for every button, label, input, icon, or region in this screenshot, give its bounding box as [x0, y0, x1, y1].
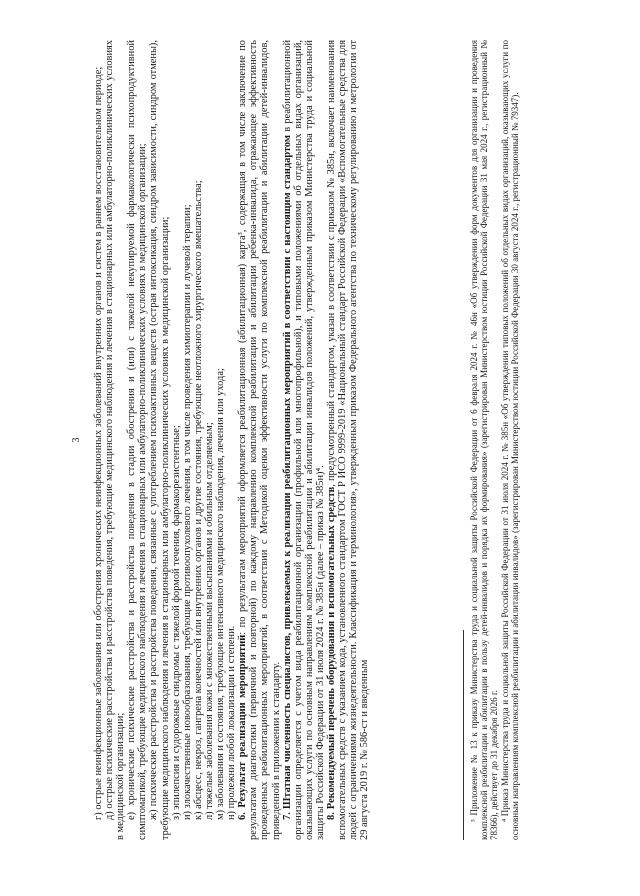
section-8-paragraph: 8. Рекомендуемый перечень оборудования и вспомогательных средств, предусмотренный стандартом, указан в соответствии с приказом № 385н, включает наименования вспомогательных средств с указанием кода, установленного стандартом ГОСТ Р ИСО 9999-2019 «Национальный стандарт Российской Федерации «Вспомогательные средства для людей с ограничениями жизнедеятельности. Классификация и терминология», утвержденным приказом Федерального агентства по техническому регулированию и метрологии от 29 августа 2019 г. № 586-ст и введенным	[325, 40, 371, 840]
footnote-3: ³ Приложение № 13 к приказу Министерства труда и социальной защиты Российской Федерации от 6 февраля 2024 г. № 46н «Об утверждении форм документов для организации и проведения комплексной реабилитации и абилитации в пользу детей-инвалидов и порядка их формирования» (зарегистрирован Министерством юстиции Российской Федерации 31 мая 2024 г., регистрационный № 78366), действует до 31 декабря 2026 г.	[469, 40, 500, 840]
list-item-n: н) пролежни любой локализации и степени.	[226, 625, 238, 820]
footnote-4: ⁴ Приказ Министерства труда и социальной защиты Российской Федерации от 31 июля 2024 г. № 385н «Об утверждении типовых положений об отдельных видах организаций, оказывающих услуги по основным направлениям комплексной реабилитации и абилитации инвалидов» (зарегистрирован Министерством юстиции Российской Федерации 30 августа 2024 г., регистрационный № 79347).	[499, 40, 520, 840]
list-item-l: л) тяжелые заболевания кожи с множественными высыпаниями и обильным отделяемым;	[203, 422, 215, 820]
section-7-heading: 7. Штатная численность специалистов, привлекаемых к реализации реабилитационных мероприятий в соответствии с настоящим стандартом	[281, 134, 293, 820]
section-6-paragraph: 6. Результат реализации мероприятий: по результатам мероприятий оформляется реабилитационная (абилитационная) карта³, содержащая в том числе заключение по результатам диагностики (первичной и повторной) по каждому направлению комплексной реабилитации и абилитации ребенка-инвалида, отражающее эффективность проведенных реабилитационных мероприятий, в соответствии с Методикой оценки эффективности услуги по комплексной реабилитации и абилитации детей-инвалидов, приведенной в приложении к стандарту.	[237, 40, 282, 840]
page-number: 3	[71, 437, 82, 443]
list-item-z: з) эпилепсия и судорожные синдромы с тяжелой формой течения, фармакорезистентные;	[170, 425, 182, 820]
section-8-heading: 8. Рекомендуемый перечень оборудования и вспомогательных средств	[325, 486, 337, 820]
footnote-divider	[463, 630, 464, 840]
document-body	[93, 40, 370, 840]
list-item-d: д) острые психические расстройства и расстройства поведения, требующие медицинского наблюдения и лечения в стационарных или амбулаторно-поликлинических условиях в медицинской организации;	[104, 40, 127, 840]
list-item-k: к) абсцесс, некроз, гангрена конечностей или внутренних органов и другие состояния, требующие неотложного хирургического вмешательства;	[192, 180, 204, 820]
section-7-paragraph: 7. Штатная численность специалистов, привлекаемых к реализации реабилитационных мероприятий в соответствии с настоящим стандартом в реабилитационной организации определяется с учетом вида реабилитационной организации (профильной или многопрофильной), и типовыми положениями об отдельных видах организаций, оказывающих услуги по основным направлениям комплексной реабилитации и абилитации инвалидов положений, утвержденным приказом Министерства труда и социальной защиты Российской Федерации от 31 июля 2024 г. № 385н (далее – приказ № 385н)⁴.	[281, 39, 326, 840]
section-6-heading: 6. Результат реализации мероприятий	[237, 634, 249, 820]
rotated-document-sheet	[71, 39, 545, 840]
list-item-g: г) острые неинфекционные заболевания или обострения хронических неинфекционных заболеваний внутренних органов и систем в раннем восстановительном периоде;	[93, 66, 104, 820]
list-item-zh: ж) психические расстройства и расстройства поведения, связанные с употреблением психоактивных веществ (острая интоксикация, синдром зависимости, синдром отмены), требующие медицинского наблюдения и лечения в стационарных или амбулаторно-поликлинических условиях в медицинской организации;	[148, 40, 171, 840]
footnotes	[463, 40, 520, 840]
list-item-i: и) злокачественные новообразования, требующие противоопухолевого лечения, в том числе проведения химиотерапии и лучевой терапии;	[181, 204, 193, 820]
list-item-m: м) заболевания и состояния, требующие интенсивного медицинского наблюдения, лечения или ухода;	[215, 368, 227, 820]
list-item-e: е) хронические психические расстройства и расстройства поведения в стадии обострения и (или) с тяжелой некупируемой фармакологически психопродуктивной симптоматикой, требующие медицинского наблюдения и лечения в стационарных или амбулаторно-поликлинических условиях в медицинской организации;	[126, 40, 149, 840]
